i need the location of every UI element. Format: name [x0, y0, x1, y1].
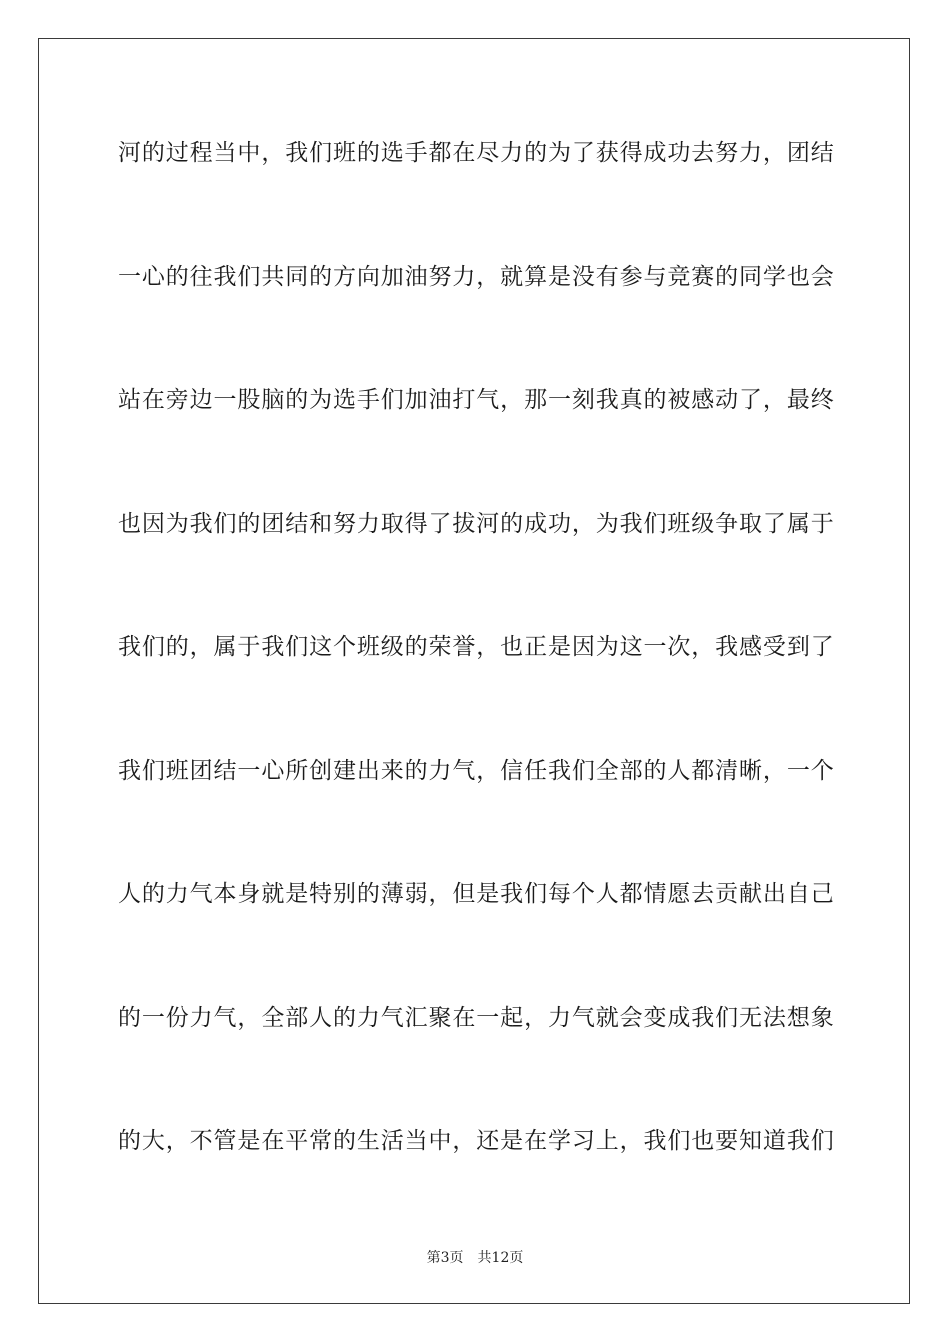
text-line: 河的过程当中，我们班的选手都在尽力的为了获得成功去努力，团结 — [118, 140, 834, 166]
page-total: 共12页 — [477, 1250, 524, 1266]
body-text — [118, 130, 834, 1242]
text-line: 也因为我们的团结和努力取得了拔河的成功，为我们班级争取了属于 — [118, 510, 834, 537]
text-line: 我们的，属于我们这个班级的荣誉，也正是因为这一次，我感受到了 — [118, 634, 834, 660]
text-line: 我们班团结一心所创建出来的力气，信任我们全部的人都清晰，一个 — [118, 757, 834, 784]
text-line: 人的力气本身就是特别的薄弱，但是我们每个人都情愿去贡献出自己 — [118, 881, 834, 907]
text-line: 的大，不管是在平常的生活当中，还是在学习上，我们也要知道我们 — [118, 1128, 834, 1154]
text-line: 的一份力气，全部人的力气汇聚在一起，力气就会变成我们无法想象 — [118, 1004, 834, 1031]
page-footer — [0, 1247, 950, 1267]
text-line: 一心的往我们共同的方向加油努力，就算是没有参与竞赛的同学也会 — [118, 263, 834, 290]
page-number: 第3页 — [426, 1250, 464, 1266]
text-line: 站在旁边一股脑的为选手们加油打气，那一刻我真的被感动了，最终 — [118, 387, 834, 413]
